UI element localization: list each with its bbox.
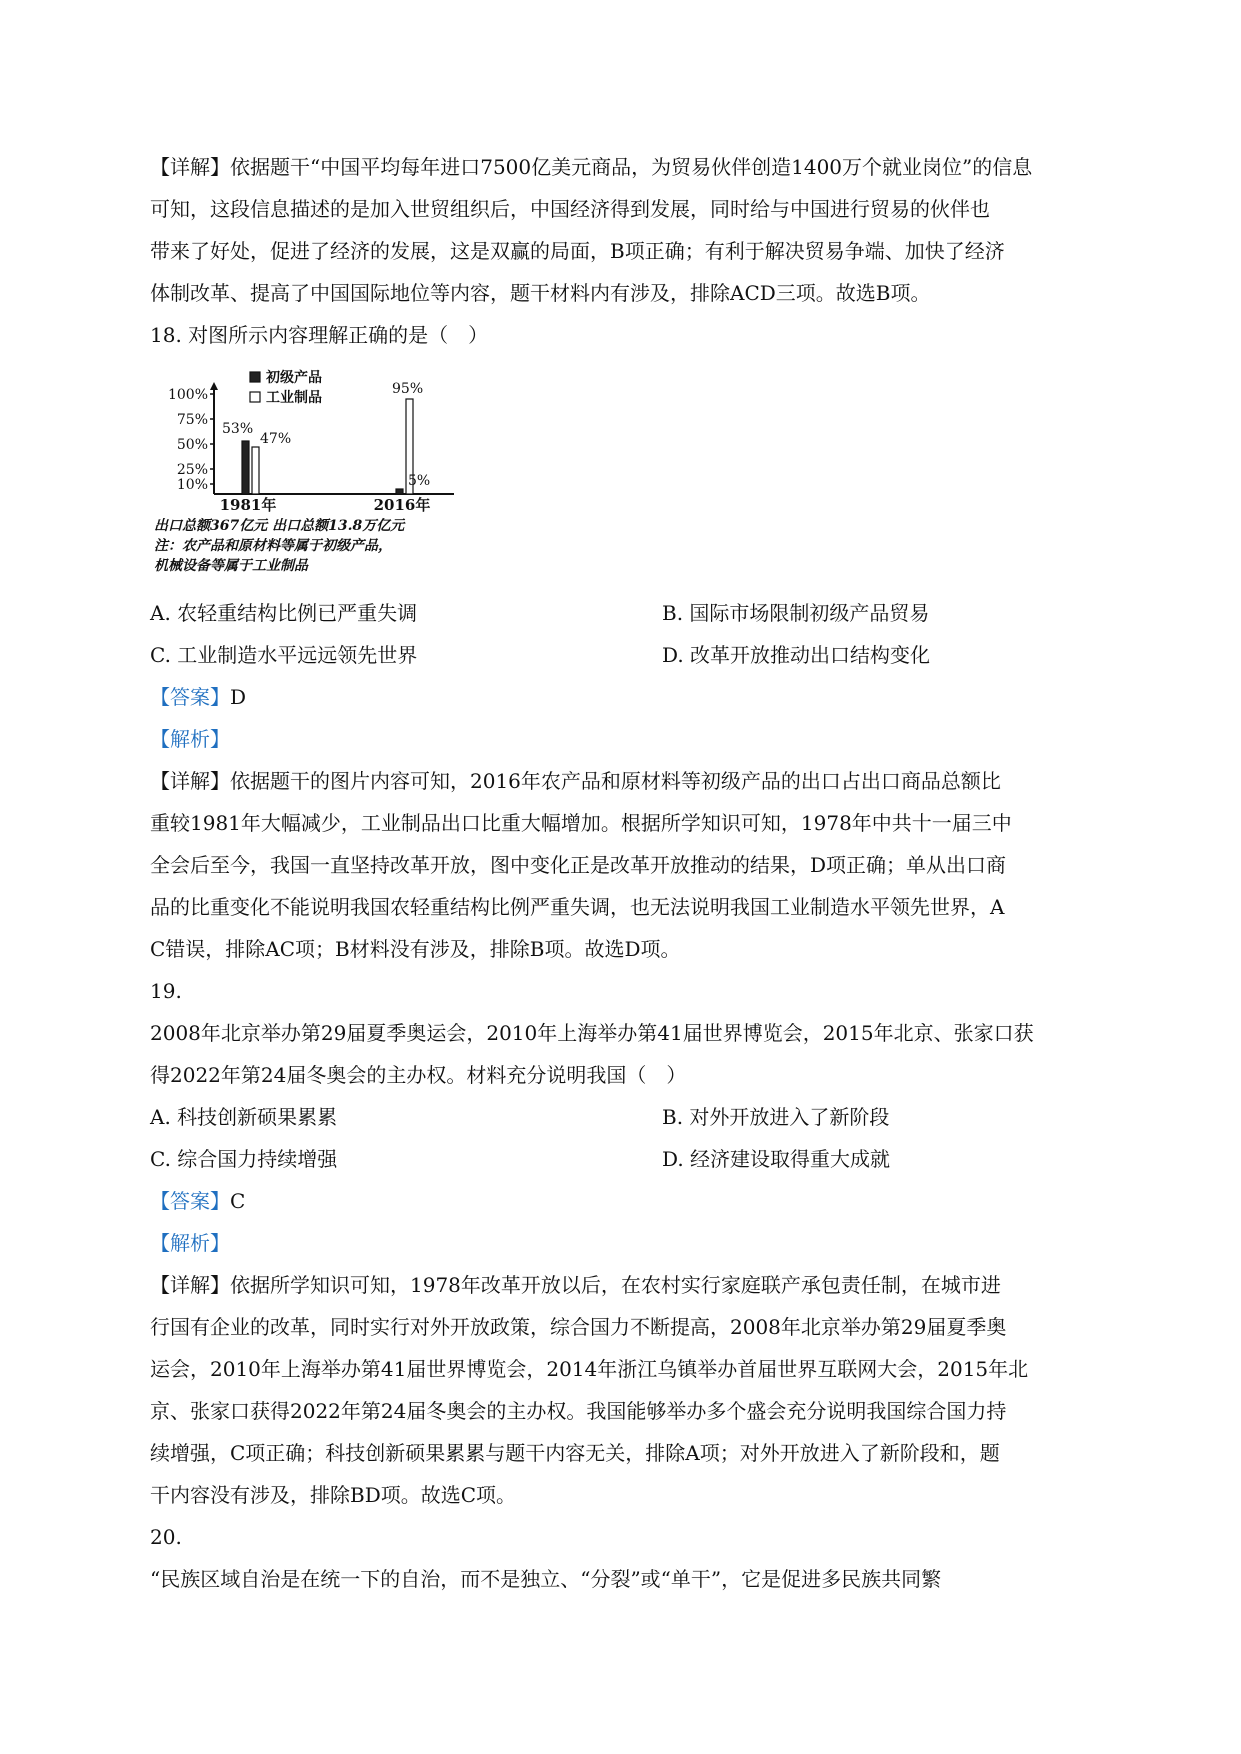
q19-detail-line-6: 干内容没有涉及，排除BD项。故选C项。	[150, 1483, 517, 1507]
q19-detail-line-5: 续增强，C项正确；科技创新硕果累累与题干内容无关，排除A项；对外开放进入了新阶段和，题	[150, 1441, 1000, 1465]
q19-answer-value: C	[230, 1189, 246, 1213]
q18-detail-line-1: 【详解】依据题干的图片内容可知，2016年农产品和原材料等初级产品的出口占出口商品总额比	[150, 769, 1001, 793]
q18-options-row-1	[150, 592, 1095, 634]
q18-detail-line-3: 全会后至今，我国一直坚持改革开放，图中变化正是改革开放推动的结果，D项正确；单从出口商	[150, 853, 1007, 877]
q17-detail-line-3: 带来了好处，促进了经济的发展，这是双赢的局面，B项正确；有利于解决贸易争端、加快了经济	[150, 239, 1005, 263]
y-tick-label: 50%	[176, 437, 208, 453]
q18-option-b[interactable]: B. 国际市场限制初级产品贸易	[662, 601, 930, 625]
q17-detail-line-4: 体制改革、提高了中国国际地位等内容，题干材料内有涉及，排除ACD三项。故选B项。	[150, 281, 931, 305]
q19-options-row-2	[150, 1138, 1095, 1180]
legend-label: 工业制品	[266, 390, 322, 406]
q19-option-d[interactable]: D. 经济建设取得重大成就	[662, 1147, 891, 1171]
q19-number: 19.	[150, 979, 182, 1003]
y-tick-label: 25%	[176, 462, 208, 478]
data-label: 47%	[260, 431, 292, 447]
q18-detail-line-4: 品的比重变化不能说明我国农轻重结构比例严重失调，也无法说明我国工业制造水平领先世界，A	[150, 895, 1005, 919]
q19-detail-line-1: 【详解】依据所学知识可知，1978年改革开放以后，在农村实行家庭联产承包责任制，在城市进	[150, 1273, 1001, 1297]
q18-option-d[interactable]: D. 改革开放推动出口结构变化	[662, 643, 931, 667]
q19-detail-line-2: 行国有企业的改革，同时实行对外开放政策，综合国力不断提高，2008年北京举办第29届夏季奥	[150, 1315, 1007, 1339]
q18-detail-label: 【详解】	[150, 769, 230, 793]
q19-stem-line-2: 得2022年第24届冬奥会的主办权。材料充分说明我国（ ）	[150, 1063, 687, 1087]
q18-options-row-2	[150, 634, 1095, 676]
chart-svg	[154, 366, 554, 586]
q19-options-row-1	[150, 1096, 1095, 1138]
y-tick-label: 100%	[167, 387, 208, 403]
y-tick-label: 75%	[176, 412, 208, 428]
q19-option-b[interactable]: B. 对外开放进入了新阶段	[662, 1105, 890, 1129]
x-tick-label: 2016年	[373, 496, 431, 514]
bar-初级产品	[242, 441, 249, 494]
q18-answer-value: D	[230, 685, 247, 709]
q17-detail-line-1: 【详解】依据题干“中国平均每年进口7500亿美元商品，为贸易伙伴创造1400万个就业岗位”的信息	[150, 155, 1033, 179]
q20-number: 20.	[150, 1525, 182, 1549]
document-page	[150, 146, 1095, 1600]
q19-option-c[interactable]: C. 综合国力持续增强	[150, 1147, 338, 1171]
bar-初级产品	[396, 489, 403, 494]
bar-工业制品	[252, 447, 259, 494]
q18-answer-label: 【答案】	[150, 685, 230, 709]
chart-note: 出口总额367亿元 出口总额13.8万亿元	[154, 518, 405, 534]
q18-detail-line-2: 重较1981年大幅减少，工业制品出口比重大幅增加。根据所学知识可知，1978年中共十一届三中	[150, 811, 1012, 835]
legend-swatch	[250, 392, 260, 402]
export-structure-chart	[154, 366, 554, 586]
q18-option-a[interactable]: A. 农轻重结构比例已严重失调	[150, 601, 418, 625]
q19-option-a[interactable]: A. 科技创新硕果累累	[150, 1105, 338, 1129]
data-label: 95%	[392, 381, 424, 397]
legend-label: 初级产品	[266, 370, 322, 386]
q18-option-c[interactable]: C. 工业制造水平远远领先世界	[150, 643, 418, 667]
q18-analysis-label: 【解析】	[150, 727, 230, 751]
q19-detail-label: 【详解】	[150, 1273, 230, 1297]
q19-answer	[150, 1180, 1095, 1222]
q20-stem-line-1: “民族区域自治是在统一下的自治，而不是独立、“分裂”或“单干”，它是促进多民族共同繁	[150, 1567, 942, 1591]
q17-detail-label: 【详解】	[150, 155, 230, 179]
q19-detail-line-3: 运会，2010年上海举办第41届世界博览会，2014年浙江乌镇举办首届世界互联网大会，2015年北	[150, 1357, 1029, 1381]
q18-detail-line-5: C错误，排除AC项；B材料没有涉及，排除B项。故选D项。	[150, 937, 681, 961]
legend-swatch	[250, 372, 260, 382]
q18-stem: 18. 对图所示内容理解正确的是（ ）	[150, 323, 489, 347]
y-axis-arrow	[210, 382, 218, 390]
q19-analysis-label: 【解析】	[150, 1231, 230, 1255]
chart-note: 机械设备等属于工业制品	[154, 558, 308, 574]
chart-note: 注：农产品和原材料等属于初级产品，	[154, 538, 392, 554]
data-label: 5%	[408, 473, 431, 489]
x-tick-label: 1981年	[219, 496, 277, 514]
q19-stem-line-1: 2008年北京举办第29届夏季奥运会，2010年上海举办第41届世界博览会，2015年北京、张家口获	[150, 1021, 1034, 1045]
q19-detail-line-4: 京、张家口获得2022年第24届冬奥会的主办权。我国能够举办多个盛会充分说明我国综合国力持	[150, 1399, 1007, 1423]
q17-detail-line-2: 可知，这段信息描述的是加入世贸组织后，中国经济得到发展，同时给与中国进行贸易的伙伴也	[150, 197, 990, 221]
data-label: 53%	[222, 421, 254, 437]
q19-answer-label: 【答案】	[150, 1189, 230, 1213]
y-tick-label: 10%	[176, 477, 208, 493]
q18-answer	[150, 676, 1095, 718]
